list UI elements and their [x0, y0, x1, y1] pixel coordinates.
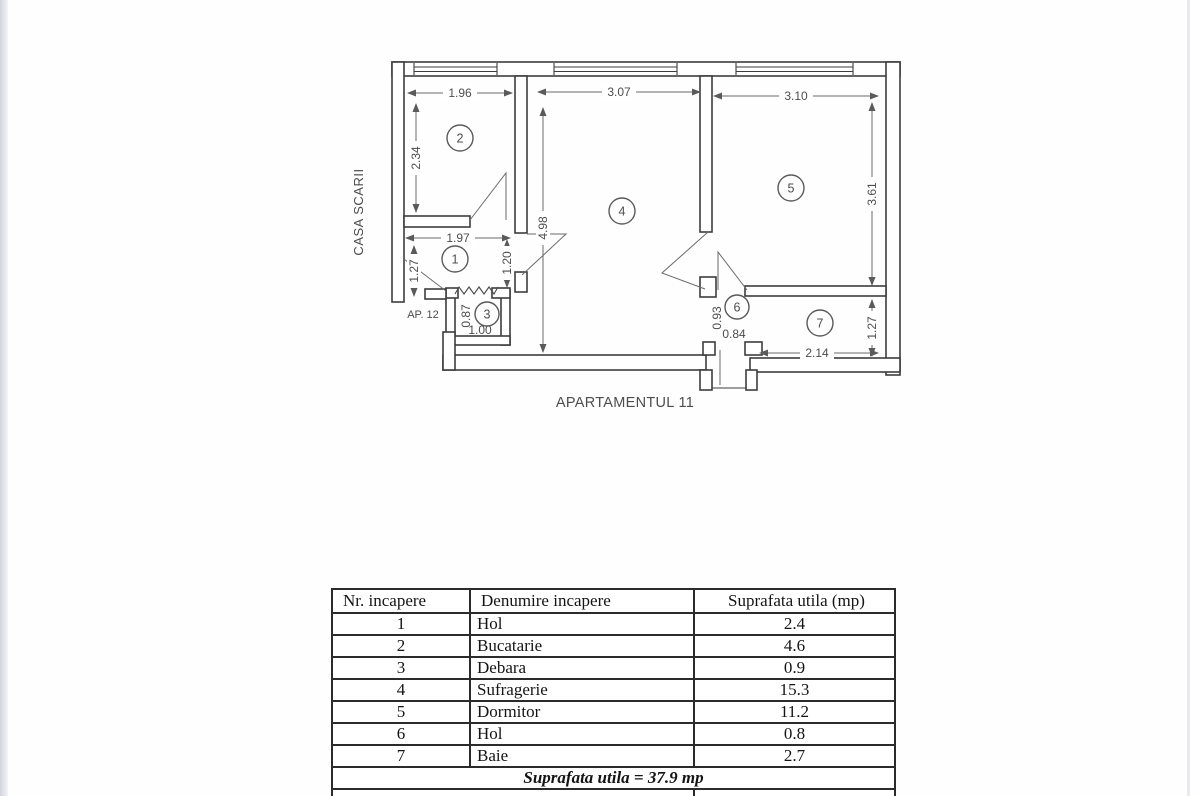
area-table: [331, 588, 896, 796]
svg-text:0.93: 0.93: [710, 306, 724, 330]
svg-text:3.07: 3.07: [607, 85, 631, 99]
svg-text:6: 6: [733, 300, 741, 315]
svg-text:0.87: 0.87: [459, 304, 473, 328]
table-row: [332, 657, 895, 679]
total-area-value: Suprafata utila = 37.9 mp: [332, 767, 895, 789]
wall-room7-bottom: [750, 358, 900, 372]
svg-text:5: 5: [787, 181, 795, 196]
room-circle-6: [725, 295, 749, 319]
svg-text:1.27: 1.27: [865, 316, 879, 340]
svg-text:3.61: 3.61: [865, 182, 879, 206]
total-row: [332, 767, 895, 789]
wall-top: [392, 62, 900, 76]
stairwell-label: [351, 168, 366, 255]
room-circle-4: [609, 198, 635, 224]
svg-text:3: 3: [483, 307, 491, 322]
table-cell: 1: [332, 613, 470, 635]
wall-hall6-pier-right: [745, 342, 762, 355]
wall-room7-top: [745, 286, 886, 296]
table-cell: Baie: [470, 745, 694, 767]
wall-hall6-pier-left: [703, 342, 715, 355]
svg-text:1.00: 1.00: [468, 323, 492, 337]
table-row: [332, 745, 895, 767]
door-room2: [470, 173, 506, 220]
svg-text:1.20: 1.20: [500, 251, 514, 275]
table-cell: 0.8: [694, 723, 895, 745]
svg-text:CASA SCARII: CASA SCARII: [351, 168, 366, 256]
wall-left: [392, 62, 404, 302]
table-cell: 2.7: [694, 745, 895, 767]
room-circle-2: [447, 125, 473, 151]
table-cell: Hol: [470, 613, 694, 635]
wall-mid-upper: [515, 76, 527, 233]
svg-text:3.10: 3.10: [784, 89, 808, 103]
table-row: [332, 613, 895, 635]
table-row: [332, 635, 895, 657]
table-cell: 2: [332, 635, 470, 657]
svg-text:2.14: 2.14: [805, 346, 829, 360]
table-cell: 11.2: [694, 701, 895, 723]
dim-room4-width: [538, 85, 700, 99]
table-cell: 4: [332, 679, 470, 701]
table-cell: 5: [332, 701, 470, 723]
svg-text:1: 1: [451, 252, 459, 267]
wall-below-room2: [404, 216, 470, 227]
table-cell: 0.9: [694, 657, 895, 679]
dim-room6-door: [722, 327, 746, 341]
table-row: [332, 723, 895, 745]
floor-plan: [330, 40, 920, 432]
room-circle-5: [778, 175, 804, 201]
table-row: [332, 701, 895, 723]
room-circle-1: [442, 246, 468, 272]
dim-room1-width: [406, 231, 510, 245]
table-cell: 4.6: [694, 635, 895, 657]
area-table-body: [332, 613, 895, 767]
svg-text:7: 7: [816, 316, 824, 331]
dim-room5-height: [865, 103, 879, 285]
wall-bottom-left-step: [443, 332, 455, 370]
wall-bottom-main: [443, 355, 706, 370]
dim-room2-width: [408, 86, 512, 100]
wall-right: [886, 62, 900, 375]
svg-text:0.84: 0.84: [722, 327, 746, 341]
svg-text:1.27: 1.27: [407, 259, 421, 283]
dim-room1-height: [407, 246, 421, 296]
wall-hall6-stub: [700, 277, 716, 297]
dim-room5-width: [714, 89, 878, 103]
svg-text:2.34: 2.34: [409, 146, 423, 170]
svg-text:1.96: 1.96: [448, 86, 472, 100]
wall-entry-right: [746, 370, 757, 390]
scan-edge-right: [1187, 0, 1190, 796]
wall-mid-lower: [515, 272, 527, 292]
wall-entry-left: [700, 370, 712, 390]
dim-room4-height: [536, 108, 550, 352]
table-cell: 7: [332, 745, 470, 767]
svg-text:1.97: 1.97: [446, 231, 470, 245]
svg-text:4.98: 4.98: [536, 216, 550, 240]
table-cell: 6: [332, 723, 470, 745]
wall-center: [700, 76, 712, 232]
table-cell: Sufragerie: [470, 679, 694, 701]
table-header-row: [332, 589, 895, 613]
dim-room7-height: [865, 300, 879, 356]
neighbor-apartment-label: AP. 12: [407, 309, 439, 321]
table-cell: 2.4: [694, 613, 895, 635]
header-room-name: Denumire incapere: [470, 589, 694, 613]
svg-text:4: 4: [618, 204, 626, 219]
room-circle-7: [807, 310, 833, 336]
walls: [392, 62, 900, 390]
apartment-title: APARTAMENTUL 11: [555, 395, 695, 411]
dim-room3-width: [468, 323, 492, 337]
dim-room2-height: [409, 104, 423, 212]
table-cell: Dormitor: [470, 701, 694, 723]
table-cell: Hol: [470, 723, 694, 745]
header-room-number: Nr. incapere: [332, 589, 470, 613]
wall-room1-stub: [425, 289, 446, 299]
header-room-area: Suprafata utila (mp): [694, 589, 895, 613]
svg-text:2: 2: [456, 131, 464, 146]
table-cell: 15.3: [694, 679, 895, 701]
table-cell: Bucatarie: [470, 635, 694, 657]
door-room5-hall: [718, 252, 747, 290]
table-cell: Debara: [470, 657, 694, 679]
scan-edge-left: [0, 0, 8, 796]
table-cell: 3: [332, 657, 470, 679]
partial-next-row: [332, 789, 895, 796]
dim-door-120: [500, 240, 514, 287]
table-row: [332, 679, 895, 701]
